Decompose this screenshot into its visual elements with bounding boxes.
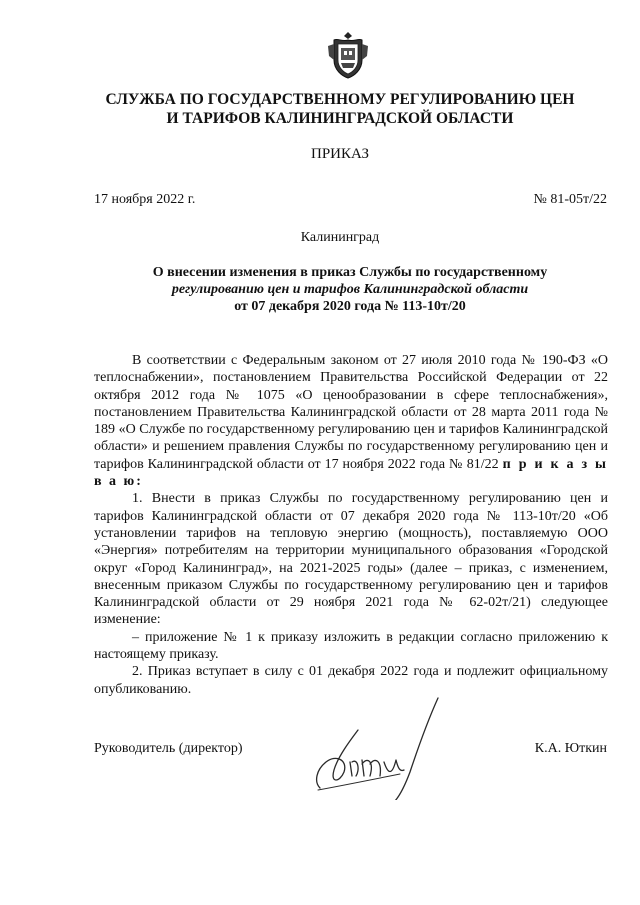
organization-name-line2: И ТАРИФОВ КАЛИНИНГРАДСКОЙ ОБЛАСТИ — [166, 110, 514, 127]
handwritten-signature-icon — [300, 690, 450, 800]
order-word: п р и к а з ы в а ю: — [94, 456, 608, 490]
preamble-text: В соответствии с Федеральным законом от 27 июля 2010 года № 190-ФЗ «О теплоснабжении», постановлением Правительства Российской Федерации от 22 октября 2012 года № 1075 «О ценообразовании в сфере теплоснабжения», постановлением Правительства Калининградской области от 28 марта 2011 года № 189 «О Службе по государственному регулированию цен и тарифов Калининградской области» и решением правления Службы по государственному регулированию цен и тарифов Калининградской области от 17 ноября 2022 года № 81/22 — [94, 353, 608, 472]
document-city: Калининград — [300, 230, 380, 245]
signer-name: К.А. Юткин — [534, 741, 607, 756]
document-body — [94, 352, 608, 698]
item-1-subparagraph: – приложение № 1 к приказу изложить в редакции согласно приложению к настоящему приказу. — [94, 629, 608, 663]
organization-name — [60, 90, 620, 128]
item-2-paragraph: 2. Приказ вступает в силу с 01 декабря 2022 года и подлежит официальному опубликованию. — [94, 664, 608, 697]
organization-name-line1: СЛУЖБА ПО ГОСУДАРСТВЕННОМУ РЕГУЛИРОВАНИЮ ЦЕН — [105, 91, 575, 108]
subject-line3: от 07 декабря 2020 года № 113-10т/20 — [234, 299, 466, 314]
signer-title: Руководитель (директор) — [94, 741, 243, 756]
subject-line1: О внесении изменения в приказ Службы по государственному — [152, 265, 548, 280]
document-number: № 81-05т/22 — [533, 192, 607, 207]
document-date: 17 ноября 2022 г. — [94, 192, 196, 207]
document-type: ПРИКАЗ — [311, 146, 369, 162]
coat-of-arms-icon — [326, 30, 370, 80]
preamble-paragraph — [94, 352, 608, 490]
item-1-paragraph: 1. Внести в приказ Службы по государственному регулированию цен и тарифов Калининградской области от 07 декабря 2020 года № 113-10т/20 «Об установлении тарифов на тепловую энергию (мощность), поставляемую ООО «Энергия» потребителям на территории муниципального образования «Городской округ «Город Калининград», на 2021-2025 годы» (далее – приказ, с изменением, внесенным приказом Службы по государственному регулированию цен и тарифов Калининградской области от 29 ноября 2021 года № 62-02т/21) следующее изменение: — [94, 491, 608, 628]
document-subject — [100, 264, 600, 315]
subject-line2: регулированию цен и тарифов Калининградской области — [171, 282, 529, 297]
